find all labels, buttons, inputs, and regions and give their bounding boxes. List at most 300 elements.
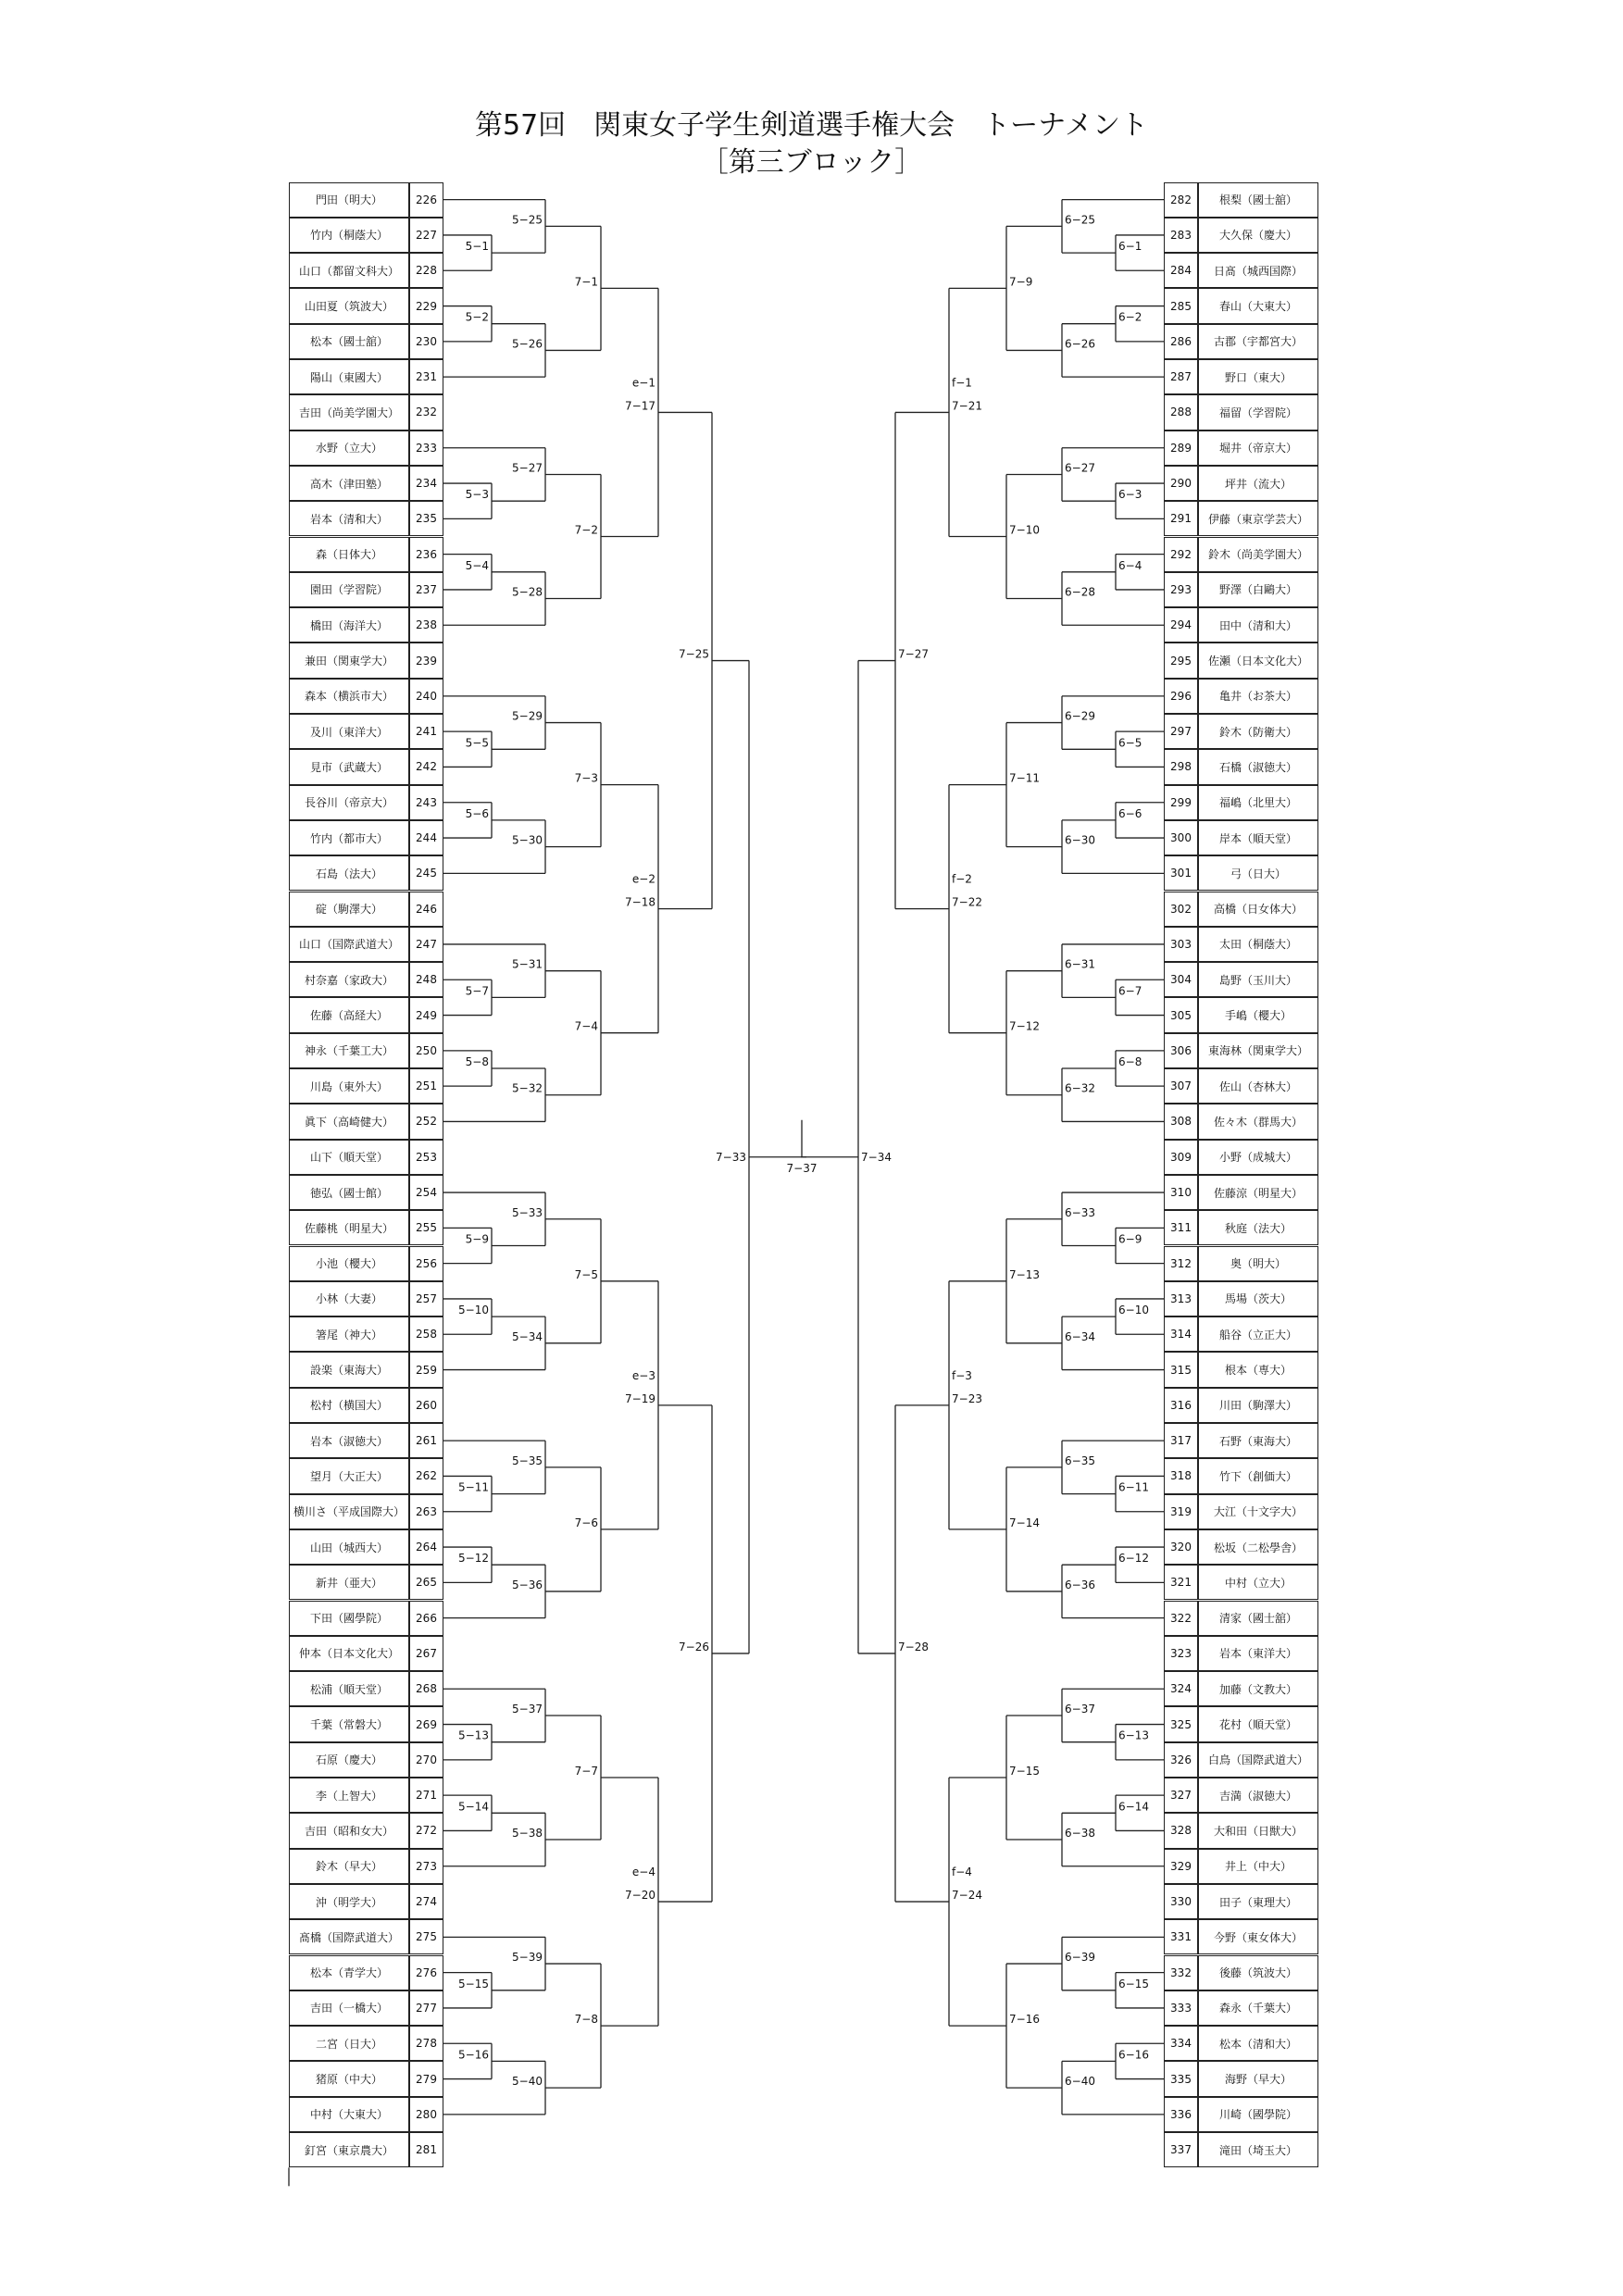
player-number: 256 <box>409 1246 443 1281</box>
player-number: 248 <box>409 962 443 997</box>
match-label: 5−30 <box>512 833 543 847</box>
player-name: 鈴木（尚美学園大） <box>1198 537 1318 572</box>
match-label: 6−6 <box>1118 806 1142 820</box>
player-number: 276 <box>409 1955 443 1990</box>
player-number: 288 <box>1164 394 1198 430</box>
match-label: f−4 <box>952 1866 972 1879</box>
player-name: 古郡（宇都宮大） <box>1198 324 1318 359</box>
match-label: 5−12 <box>458 1552 489 1566</box>
match-label: 7−37 <box>786 1161 818 1175</box>
player-name: 大江（十文字大） <box>1198 1494 1318 1529</box>
match-label: 7−24 <box>952 1889 982 1903</box>
player-number: 316 <box>1164 1388 1198 1423</box>
player-number: 243 <box>409 785 443 820</box>
player-name: 手嶋（櫻大） <box>1198 997 1318 1032</box>
player-name: 設楽（東海大） <box>289 1352 409 1387</box>
player-number: 242 <box>409 749 443 784</box>
player-name: 横川さ（平成国際大） <box>289 1494 409 1529</box>
match-label: 7−17 <box>625 399 655 413</box>
player-name: 松本（國士舘） <box>289 324 409 359</box>
player-number: 255 <box>409 1210 443 1245</box>
player-name: 碇（駒澤大） <box>289 892 409 927</box>
player-name: 松坂（二松學舎） <box>1198 1529 1318 1565</box>
match-label: 5−34 <box>512 1329 543 1343</box>
player-number: 234 <box>409 466 443 501</box>
player-name: 沖（明学大） <box>289 1884 409 1919</box>
player-name: 鈴木（早大） <box>289 1849 409 1884</box>
player-name: 吉満（淑徳大） <box>1198 1778 1318 1813</box>
match-label: 7−2 <box>574 523 598 537</box>
player-name: 日髙（城西国際） <box>1198 253 1318 288</box>
match-label: 7−16 <box>1009 2013 1040 2027</box>
match-label: 5−10 <box>458 1304 489 1317</box>
player-name: 伊藤（東京学芸大） <box>1198 501 1318 536</box>
player-name: 太田（桐蔭大） <box>1198 927 1318 962</box>
match-label: e−3 <box>631 1368 655 1382</box>
player-name: 今野（東女体大） <box>1198 1919 1318 1954</box>
match-label: 6−26 <box>1065 337 1095 351</box>
player-name: 森永（千葉大） <box>1198 1990 1318 2026</box>
player-number: 331 <box>1164 1919 1198 1954</box>
player-number: 253 <box>409 1140 443 1175</box>
player-name: 二宮（日大） <box>289 2026 409 2061</box>
page-title: 第57回 関東女子学生剣道選手権大会 トーナメント <box>475 109 1148 142</box>
player-number: 329 <box>1164 1849 1198 1884</box>
player-number: 327 <box>1164 1778 1198 1813</box>
player-name: 山田夏（筑波大） <box>289 288 409 323</box>
match-label: 6−25 <box>1065 213 1095 227</box>
player-name: 竹下（創価大） <box>1198 1458 1318 1493</box>
player-number: 278 <box>409 2026 443 2061</box>
match-label: 5−36 <box>512 1578 543 1591</box>
player-number: 274 <box>409 1884 443 1919</box>
match-label: 6−32 <box>1065 1081 1095 1095</box>
player-name: 佐々木（群馬大） <box>1198 1104 1318 1139</box>
player-name: 坪井（流大） <box>1198 466 1318 501</box>
player-number: 254 <box>409 1175 443 1210</box>
player-number: 275 <box>409 1919 443 1954</box>
player-number: 313 <box>1164 1281 1198 1316</box>
player-number: 302 <box>1164 892 1198 927</box>
match-label: 5−5 <box>465 736 489 750</box>
match-label: 7−10 <box>1009 523 1040 537</box>
match-label: 6−16 <box>1118 2048 1149 2062</box>
player-number: 326 <box>1164 1742 1198 1778</box>
player-name: 猪原（中大） <box>289 2061 409 2096</box>
player-number: 333 <box>1164 1990 1198 2026</box>
match-label: 6−7 <box>1118 984 1142 998</box>
match-label: 6−10 <box>1118 1304 1149 1317</box>
player-name: 山口（国際武道大） <box>289 927 409 962</box>
player-name: 石野（東海大） <box>1198 1423 1318 1458</box>
match-label: 5−33 <box>512 1205 543 1219</box>
player-number: 279 <box>409 2061 443 2096</box>
player-number: 287 <box>1164 359 1198 394</box>
match-label: 7−3 <box>574 771 598 785</box>
match-label: 7−20 <box>625 1889 655 1903</box>
player-name: 小林（大妻） <box>289 1281 409 1316</box>
match-label: f−3 <box>952 1368 972 1382</box>
match-label: 6−5 <box>1118 736 1142 750</box>
player-name: 岩本（清和大） <box>289 501 409 536</box>
match-label: 6−30 <box>1065 833 1095 847</box>
player-number: 321 <box>1164 1565 1198 1600</box>
player-name: 島野（玉川大） <box>1198 962 1318 997</box>
player-name: 望月（大正大） <box>289 1458 409 1493</box>
player-number: 285 <box>1164 288 1198 323</box>
player-number: 227 <box>409 218 443 253</box>
player-name: 高木（津田塾） <box>289 466 409 501</box>
match-label: 6−28 <box>1065 585 1095 599</box>
match-label: 5−28 <box>512 585 543 599</box>
match-label: 7−7 <box>574 1765 598 1778</box>
player-name: 馬場（茨大） <box>1198 1281 1318 1316</box>
player-name: 川島（東外大） <box>289 1068 409 1104</box>
player-number: 319 <box>1164 1494 1198 1529</box>
match-label: 6−11 <box>1118 1480 1149 1494</box>
player-number: 334 <box>1164 2026 1198 2061</box>
player-number: 237 <box>409 572 443 607</box>
player-name: 春山（大東大） <box>1198 288 1318 323</box>
player-number: 286 <box>1164 324 1198 359</box>
player-number: 230 <box>409 324 443 359</box>
player-number: 277 <box>409 1990 443 2026</box>
player-name: 根本（専大） <box>1198 1352 1318 1387</box>
match-label: 6−35 <box>1065 1454 1095 1467</box>
match-label: 5−3 <box>465 488 489 502</box>
match-label: 7−14 <box>1009 1516 1040 1529</box>
player-number: 290 <box>1164 466 1198 501</box>
player-number: 238 <box>409 607 443 643</box>
match-label: 7−5 <box>574 1267 598 1281</box>
player-number: 226 <box>409 182 443 218</box>
player-number: 299 <box>1164 785 1198 820</box>
player-number: 269 <box>409 1706 443 1741</box>
player-name: 箸尾（神大） <box>289 1316 409 1352</box>
player-number: 337 <box>1164 2132 1198 2167</box>
match-label: 5−11 <box>458 1480 489 1494</box>
match-label: 7−22 <box>952 895 982 909</box>
player-name: 吉田（尚美学園大） <box>289 394 409 430</box>
player-name: 長谷川（帝京大） <box>289 785 409 820</box>
player-name: 佐山（杏林大） <box>1198 1068 1318 1104</box>
match-label: 5−2 <box>465 310 489 324</box>
player-number: 272 <box>409 1813 443 1848</box>
player-number: 318 <box>1164 1458 1198 1493</box>
match-label: 7−21 <box>952 399 982 413</box>
block-subtitle: ［第三ブロック］ <box>700 146 923 179</box>
player-number: 323 <box>1164 1636 1198 1671</box>
player-name: 福留（学習院） <box>1198 394 1318 430</box>
player-name: 川崎（國學院） <box>1198 2097 1318 2132</box>
match-label: e−4 <box>631 1866 655 1879</box>
player-name: 石島（法大） <box>289 855 409 891</box>
match-label: 5−40 <box>512 2075 543 2089</box>
player-number: 280 <box>409 2097 443 2132</box>
match-label: 7−15 <box>1009 1765 1040 1778</box>
match-label: 6−27 <box>1065 461 1095 475</box>
player-name: 岩本（淑徳大） <box>289 1423 409 1458</box>
player-name: 田子（東理大） <box>1198 1884 1318 1919</box>
player-name: 中村（大東大） <box>289 2097 409 2132</box>
player-name: 松村（横国大） <box>289 1388 409 1423</box>
player-number: 283 <box>1164 218 1198 253</box>
player-name: 園田（学習院） <box>289 572 409 607</box>
match-label: e−1 <box>631 376 655 390</box>
player-name: 新井（亜大） <box>289 1565 409 1600</box>
player-name: 鈴木（防衛大） <box>1198 714 1318 749</box>
player-name: 佐藤桃（明星大） <box>289 1210 409 1245</box>
match-label: 6−15 <box>1118 1977 1149 1990</box>
player-name: 見市（武蔵大） <box>289 749 409 784</box>
match-label: 6−39 <box>1065 1951 1095 1965</box>
player-number: 261 <box>409 1423 443 1458</box>
player-name: 吉田（昭和女大） <box>289 1813 409 1848</box>
match-label: 5−35 <box>512 1454 543 1467</box>
player-name: 松本（青学大） <box>289 1955 409 1990</box>
player-name: 井上（中大） <box>1198 1849 1318 1884</box>
player-number: 325 <box>1164 1706 1198 1741</box>
match-label: 5−8 <box>465 1055 489 1068</box>
player-name: 村奈嘉（家政大） <box>289 962 409 997</box>
match-label: e−2 <box>631 872 655 886</box>
player-number: 308 <box>1164 1104 1198 1139</box>
match-label: 5−27 <box>512 461 543 475</box>
player-number: 246 <box>409 892 443 927</box>
match-label: 5−31 <box>512 957 543 971</box>
player-name: 亀井（お茶大） <box>1198 679 1318 714</box>
player-name: 兼田（関東学大） <box>289 643 409 678</box>
player-number: 289 <box>1164 430 1198 466</box>
player-number: 235 <box>409 501 443 536</box>
match-label: 5−9 <box>465 1232 489 1246</box>
match-label: 7−12 <box>1009 1019 1040 1033</box>
match-label: 7−8 <box>574 2013 598 2027</box>
match-label: 6−9 <box>1118 1232 1142 1246</box>
match-label: 6−38 <box>1065 1827 1095 1841</box>
player-number: 320 <box>1164 1529 1198 1565</box>
player-number: 294 <box>1164 607 1198 643</box>
player-number: 297 <box>1164 714 1198 749</box>
player-number: 291 <box>1164 501 1198 536</box>
match-label: 7−11 <box>1009 771 1040 785</box>
player-number: 232 <box>409 394 443 430</box>
player-name: 野口（東大） <box>1198 359 1318 394</box>
player-name: 神永（千葉工大） <box>289 1033 409 1068</box>
player-name: 堀井（帝京大） <box>1198 430 1318 466</box>
player-name: 大和田（日獣大） <box>1198 1813 1318 1848</box>
player-number: 322 <box>1164 1601 1198 1636</box>
player-name: 岸本（順天堂） <box>1198 820 1318 855</box>
player-number: 315 <box>1164 1352 1198 1387</box>
player-number: 259 <box>409 1352 443 1387</box>
player-name: 福嶋（北里大） <box>1198 785 1318 820</box>
match-label: 5−4 <box>465 558 489 572</box>
match-label: 5−32 <box>512 1081 543 1095</box>
player-number: 266 <box>409 1601 443 1636</box>
match-label: 6−14 <box>1118 1800 1149 1814</box>
player-number: 330 <box>1164 1884 1198 1919</box>
player-name: 徳弘（國士館） <box>289 1175 409 1210</box>
player-number: 305 <box>1164 997 1198 1032</box>
player-number: 311 <box>1164 1210 1198 1245</box>
player-number: 251 <box>409 1068 443 1104</box>
player-number: 300 <box>1164 820 1198 855</box>
player-name: 花村（順天堂） <box>1198 1706 1318 1741</box>
player-number: 312 <box>1164 1246 1198 1281</box>
player-number: 249 <box>409 997 443 1032</box>
match-label: 5−26 <box>512 337 543 351</box>
player-name: 石橋（淑徳大） <box>1198 749 1318 784</box>
match-label: 5−25 <box>512 213 543 227</box>
match-label: 7−4 <box>574 1019 598 1033</box>
match-label: 7−33 <box>716 1150 746 1164</box>
match-label: 6−34 <box>1065 1329 1095 1343</box>
player-name: 千葉（常磐大） <box>289 1706 409 1741</box>
player-name: 川田（駒澤大） <box>1198 1388 1318 1423</box>
player-number: 258 <box>409 1316 443 1352</box>
player-name: 野澤（白鷗大） <box>1198 572 1318 607</box>
player-name: 竹内（都市大） <box>289 820 409 855</box>
player-number: 336 <box>1164 2097 1198 2132</box>
player-name: 海野（早大） <box>1198 2061 1318 2096</box>
player-number: 281 <box>409 2132 443 2167</box>
player-name: 小野（成城大） <box>1198 1140 1318 1175</box>
player-number: 244 <box>409 820 443 855</box>
player-number: 267 <box>409 1636 443 1671</box>
match-label: 5−13 <box>458 1728 489 1742</box>
player-name: 山下（順天堂） <box>289 1140 409 1175</box>
player-number: 301 <box>1164 855 1198 891</box>
player-name: 仲本（日本文化大） <box>289 1636 409 1671</box>
match-label: 6−36 <box>1065 1578 1095 1591</box>
match-label: 5−14 <box>458 1800 489 1814</box>
player-number: 265 <box>409 1565 443 1600</box>
match-label: 6−29 <box>1065 709 1095 723</box>
match-label: 6−4 <box>1118 558 1142 572</box>
player-number: 236 <box>409 537 443 572</box>
player-number: 317 <box>1164 1423 1198 1458</box>
player-name: 松本（清和大） <box>1198 2026 1318 2061</box>
player-name: 松浦（順天堂） <box>289 1671 409 1706</box>
match-label: 7−28 <box>898 1640 929 1653</box>
player-name: 陽山（東國大） <box>289 359 409 394</box>
player-number: 298 <box>1164 749 1198 784</box>
match-label: 5−38 <box>512 1827 543 1841</box>
player-number: 239 <box>409 643 443 678</box>
player-number: 293 <box>1164 572 1198 607</box>
player-number: 295 <box>1164 643 1198 678</box>
player-number: 247 <box>409 927 443 962</box>
player-name: 及川（東洋大） <box>289 714 409 749</box>
player-number: 296 <box>1164 679 1198 714</box>
player-number: 231 <box>409 359 443 394</box>
player-name: 眞下（高崎健大） <box>289 1104 409 1139</box>
match-label: 5−6 <box>465 806 489 820</box>
player-name: 森（日体大） <box>289 537 409 572</box>
match-label: 7−13 <box>1009 1267 1040 1281</box>
player-name: 佐藤（高経大） <box>289 997 409 1032</box>
player-name: 佐瀬（日本文化大） <box>1198 643 1318 678</box>
player-number: 304 <box>1164 962 1198 997</box>
match-label: 7−18 <box>625 895 655 909</box>
match-label: 5−15 <box>458 1977 489 1990</box>
player-number: 245 <box>409 855 443 891</box>
player-name: 森本（横浜市大） <box>289 679 409 714</box>
match-label: 7−1 <box>574 275 598 289</box>
player-number: 310 <box>1164 1175 1198 1210</box>
match-label: 6−3 <box>1118 488 1142 502</box>
match-label: 6−2 <box>1118 310 1142 324</box>
player-name: 大久保（慶大） <box>1198 218 1318 253</box>
player-name: 下田（國學院） <box>289 1601 409 1636</box>
player-number: 240 <box>409 679 443 714</box>
player-number: 324 <box>1164 1671 1198 1706</box>
match-label: 6−33 <box>1065 1205 1095 1219</box>
player-name: 橋田（海洋大） <box>289 607 409 643</box>
match-label: 5−16 <box>458 2048 489 2062</box>
player-name: 後藤（筑波大） <box>1198 1955 1318 1990</box>
match-label: 6−13 <box>1118 1728 1149 1742</box>
player-number: 284 <box>1164 253 1198 288</box>
player-name: 秋庭（法大） <box>1198 1210 1318 1245</box>
player-number: 262 <box>409 1458 443 1493</box>
player-name: 奥（明大） <box>1198 1246 1318 1281</box>
match-label: 7−23 <box>952 1391 982 1405</box>
player-name: 門田（明大） <box>289 182 409 218</box>
player-name: 髙橋（国際武道大） <box>289 1919 409 1954</box>
player-name: 佐藤涼（明星大） <box>1198 1175 1318 1210</box>
match-label: 6−40 <box>1065 2075 1095 2089</box>
player-number: 303 <box>1164 927 1198 962</box>
player-name: 滝田（埼玉大） <box>1198 2132 1318 2167</box>
player-name: 中村（立大） <box>1198 1565 1318 1600</box>
match-label: 7−27 <box>898 647 929 661</box>
player-number: 332 <box>1164 1955 1198 1990</box>
player-number: 263 <box>409 1494 443 1529</box>
match-label: 5−1 <box>465 240 489 254</box>
player-number: 268 <box>409 1671 443 1706</box>
player-name: 釘宮（東京農大） <box>289 2132 409 2167</box>
player-name: 根梨（國士舘） <box>1198 182 1318 218</box>
player-number: 273 <box>409 1849 443 1884</box>
match-label: 7−34 <box>861 1150 892 1164</box>
player-number: 270 <box>409 1742 443 1778</box>
player-name: 竹内（桐蔭大） <box>289 218 409 253</box>
match-label: 7−26 <box>679 1640 709 1653</box>
player-name: 田中（清和大） <box>1198 607 1318 643</box>
match-label: 6−31 <box>1065 957 1095 971</box>
match-label: 5−39 <box>512 1951 543 1965</box>
player-name: 高橋（日女体大） <box>1198 892 1318 927</box>
match-label: 6−8 <box>1118 1055 1142 1068</box>
player-number: 335 <box>1164 2061 1198 2096</box>
player-name: 弓（日大） <box>1198 855 1318 891</box>
player-name: 清家（國士舘） <box>1198 1601 1318 1636</box>
player-name: 船谷（立正大） <box>1198 1316 1318 1352</box>
match-label: 7−9 <box>1009 275 1033 289</box>
match-label: f−2 <box>952 872 972 886</box>
match-label: 5−7 <box>465 984 489 998</box>
player-number: 260 <box>409 1388 443 1423</box>
player-number: 250 <box>409 1033 443 1068</box>
player-name: 山田（城西大） <box>289 1529 409 1565</box>
match-label: 6−12 <box>1118 1552 1149 1566</box>
match-label: 6−1 <box>1118 240 1142 254</box>
player-number: 264 <box>409 1529 443 1565</box>
match-label: 7−6 <box>574 1516 598 1529</box>
player-name: 東海林（関東学大） <box>1198 1033 1318 1068</box>
